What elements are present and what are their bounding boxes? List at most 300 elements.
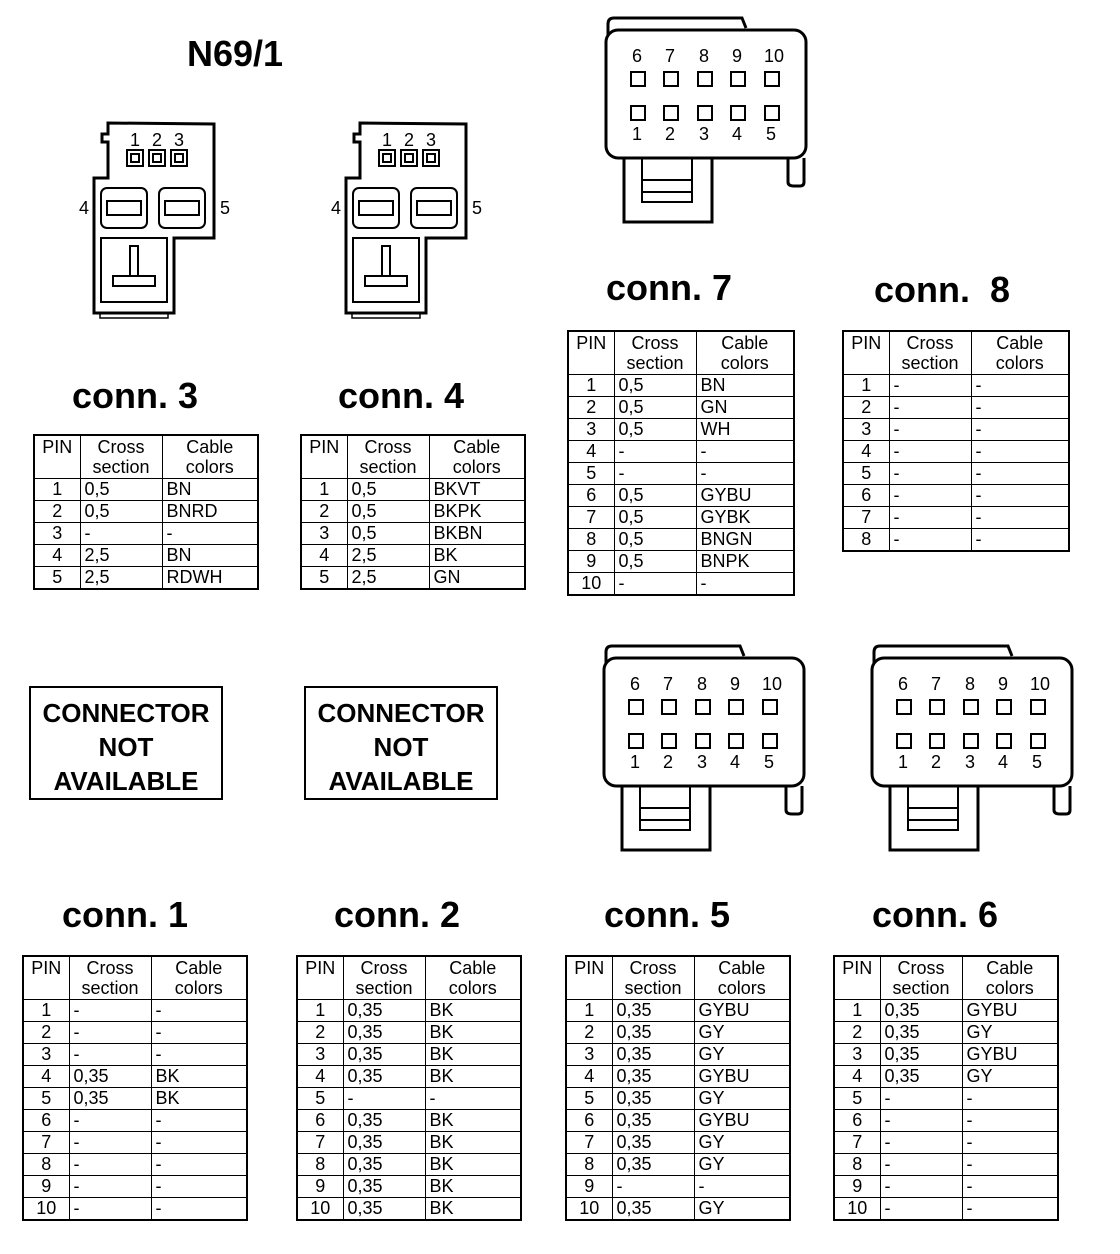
pin-label: 2 [665, 124, 676, 144]
pin-number: 1 [23, 1000, 69, 1022]
pin-number: 7 [566, 1132, 612, 1154]
cross-section-value: - [889, 397, 971, 419]
cross-section-value: 0,5 [347, 523, 429, 545]
col-header-pin: PIN [301, 435, 347, 479]
col-header-pin: PIN [297, 956, 343, 1000]
table-row [843, 485, 1069, 507]
cross-section-value: - [880, 1154, 962, 1176]
col-header-cable-colors [425, 956, 521, 1000]
conn1-title: conn. 1 [62, 894, 189, 935]
pin-label: 7 [663, 674, 674, 694]
table-header-row [23, 956, 247, 1000]
cross-section-value: 0,35 [880, 1000, 962, 1022]
pin-label: 1 [630, 752, 641, 772]
cross-section-value: 2,5 [347, 545, 429, 567]
pin-label: 3 [426, 130, 437, 150]
pin-number: 7 [843, 507, 889, 529]
pin-label: 8 [699, 46, 710, 66]
pin-label: 2 [663, 752, 674, 772]
pin-number: 2 [301, 501, 347, 523]
pin-number: 7 [834, 1132, 880, 1154]
pin-number: 6 [568, 485, 614, 507]
cross-section-value: - [889, 529, 971, 552]
col-header-cable-colors [429, 435, 525, 479]
pin-number: 3 [23, 1044, 69, 1066]
table-row [34, 545, 258, 567]
conn2-title: conn. 2 [334, 894, 461, 935]
table-row [297, 1154, 521, 1176]
pin-number: 1 [297, 1000, 343, 1022]
conn7-pin-table [567, 330, 795, 596]
cross-section-value: - [889, 441, 971, 463]
conn1-pin-table [22, 955, 248, 1221]
cable-color-value: - [971, 507, 1069, 529]
not-available-line: NOT [373, 732, 429, 762]
col-header-cable-colors [151, 956, 247, 1000]
cross-section-value: - [69, 1176, 151, 1198]
table-row [23, 1066, 247, 1088]
table-row [834, 1198, 1058, 1221]
table-row [23, 1088, 247, 1110]
header-word: section [355, 978, 413, 998]
table-row [834, 1000, 1058, 1022]
cross-section-value: 0,5 [347, 501, 429, 523]
cable-color-value: - [151, 1110, 247, 1132]
cross-section-value: - [69, 1198, 151, 1221]
pin-label: 3 [699, 124, 710, 144]
cross-section-value: 2,5 [347, 567, 429, 590]
table-row [297, 1088, 521, 1110]
pin-number: 4 [34, 545, 80, 567]
col-header-cross-section [80, 435, 162, 479]
header-word: section [892, 978, 950, 998]
cable-color-value: - [151, 1198, 247, 1221]
cable-color-value: GY [694, 1154, 790, 1176]
cross-section-value: - [889, 485, 971, 507]
cable-color-value: BK [425, 1154, 521, 1176]
pin-number: 5 [834, 1088, 880, 1110]
cross-section-value: 0,35 [343, 1110, 425, 1132]
pin-label: 9 [732, 46, 743, 66]
table-row [834, 1154, 1058, 1176]
table-row [297, 1132, 521, 1154]
cross-section-value: - [69, 1110, 151, 1132]
cable-color-value: BK [425, 1022, 521, 1044]
table-row [566, 1132, 790, 1154]
header-word: Cross [906, 333, 954, 353]
connector-not-available-box [29, 686, 223, 800]
pin-number: 8 [843, 529, 889, 552]
header-word: Cross [897, 958, 945, 978]
pin-number: 4 [23, 1066, 69, 1088]
pin-number: 6 [566, 1110, 612, 1132]
table-row [23, 1000, 247, 1022]
pin-number: 8 [568, 529, 614, 551]
pin-label: 5 [1032, 752, 1043, 772]
cross-section-value: 0,5 [614, 375, 696, 397]
table-row [843, 441, 1069, 463]
table-row [297, 1000, 521, 1022]
cross-section-value: - [69, 1000, 151, 1022]
cross-section-value: - [69, 1022, 151, 1044]
pin-number: 8 [566, 1154, 612, 1176]
pin-label: 4 [730, 752, 741, 772]
table-row [843, 419, 1069, 441]
table-row [23, 1198, 247, 1221]
cross-section-value: - [80, 523, 162, 545]
pin-number: 6 [23, 1110, 69, 1132]
table-row [834, 1176, 1058, 1198]
pin-label: 5 [766, 124, 777, 144]
cross-section-value: 0,35 [612, 1066, 694, 1088]
pin-number: 4 [843, 441, 889, 463]
col-header-cable-colors [162, 435, 258, 479]
cross-section-value: 0,35 [612, 1022, 694, 1044]
pin-number: 7 [297, 1132, 343, 1154]
header-word: Cable [449, 958, 497, 978]
pin-number: 4 [834, 1066, 880, 1088]
cross-section-value: 0,5 [80, 479, 162, 501]
header-word: section [624, 978, 682, 998]
table-row [23, 1044, 247, 1066]
pin-label: 10 [764, 46, 785, 66]
cable-color-value: GYBU [962, 1000, 1058, 1022]
header-word: colors [720, 353, 769, 373]
cross-section-value: 0,35 [612, 1198, 694, 1221]
cross-section-value: 0,35 [612, 1132, 694, 1154]
pin-number: 3 [843, 419, 889, 441]
table-row [566, 1198, 790, 1221]
cross-section-value: 0,35 [343, 1176, 425, 1198]
pin-label: 4 [331, 198, 342, 218]
cable-color-value: - [425, 1088, 521, 1110]
pin-number: 10 [568, 573, 614, 596]
not-available-line: AVAILABLE [328, 766, 474, 796]
table-row [834, 1066, 1058, 1088]
cable-color-value: GN [429, 567, 525, 590]
pin-label: 3 [174, 130, 185, 150]
cable-color-value: - [151, 1000, 247, 1022]
cross-section-value: 2,5 [80, 567, 162, 590]
table-header-row [34, 435, 258, 479]
header-word: colors [985, 978, 1034, 998]
cross-section-value: 0,35 [343, 1198, 425, 1221]
col-header-cross-section [343, 956, 425, 1000]
pin-number: 1 [568, 375, 614, 397]
conn8-pin-table [842, 330, 1070, 552]
header-word: colors [448, 978, 497, 998]
cross-section-value: 0,35 [343, 1066, 425, 1088]
pin-number: 10 [566, 1198, 612, 1221]
pin-number: 9 [834, 1176, 880, 1198]
cross-section-value: 0,5 [614, 397, 696, 419]
cross-section-value: - [880, 1198, 962, 1221]
cross-section-value: - [612, 1176, 694, 1198]
table-row [566, 1110, 790, 1132]
connector-diagram-5pin-a [78, 118, 238, 318]
cable-color-value: GYBU [694, 1066, 790, 1088]
table-row [23, 1176, 247, 1198]
col-header-cross-section [889, 331, 971, 375]
cable-color-value: BNPK [696, 551, 794, 573]
cable-color-value: RDWH [162, 567, 258, 590]
table-row [568, 375, 794, 397]
table-row [568, 463, 794, 485]
pin-label: 10 [1030, 674, 1051, 694]
conn4-title: conn. 4 [338, 375, 465, 416]
cross-section-value: 0,35 [343, 1044, 425, 1066]
pin-number: 9 [566, 1176, 612, 1198]
table-row [568, 397, 794, 419]
pin-number: 2 [834, 1022, 880, 1044]
pin-number: 5 [297, 1088, 343, 1110]
cable-color-value: BKPK [429, 501, 525, 523]
cable-color-value: GN [696, 397, 794, 419]
pin-number: 5 [568, 463, 614, 485]
header-word: Cross [629, 958, 677, 978]
pin-number: 5 [34, 567, 80, 590]
pin-number: 7 [568, 507, 614, 529]
header-word: Cable [186, 437, 234, 457]
cross-section-value: 0,35 [880, 1044, 962, 1066]
table-row [843, 507, 1069, 529]
header-word: colors [452, 457, 501, 477]
cross-section-value: 0,35 [612, 1088, 694, 1110]
cable-color-value: BK [425, 1198, 521, 1221]
conn5-title: conn. 5 [604, 894, 731, 935]
col-header-cable-colors [696, 331, 794, 375]
cross-section-value: - [889, 463, 971, 485]
pin-label: 1 [898, 752, 909, 772]
cross-section-value: - [69, 1154, 151, 1176]
pin-number: 10 [23, 1198, 69, 1221]
cable-color-value: GYBU [962, 1044, 1058, 1066]
cable-color-value: - [962, 1110, 1058, 1132]
cross-section-value: 0,35 [343, 1154, 425, 1176]
pin-label: 2 [931, 752, 942, 772]
cable-color-value: BKVT [429, 479, 525, 501]
header-word: Cable [718, 958, 766, 978]
pin-number: 5 [301, 567, 347, 590]
cross-section-value: - [614, 463, 696, 485]
header-word: Cable [986, 958, 1034, 978]
header-word: colors [185, 457, 234, 477]
cable-color-value: - [696, 573, 794, 596]
pin-number: 4 [301, 545, 347, 567]
table-row [566, 1176, 790, 1198]
pin-label: 3 [697, 752, 708, 772]
cross-section-value: 0,5 [614, 485, 696, 507]
pin-number: 5 [566, 1088, 612, 1110]
pin-number: 4 [568, 441, 614, 463]
table-row [834, 1110, 1058, 1132]
cable-color-value: - [162, 523, 258, 545]
cable-color-value: - [696, 463, 794, 485]
pin-number: 8 [834, 1154, 880, 1176]
not-available-line: NOT [98, 732, 154, 762]
pin-number: 1 [301, 479, 347, 501]
cable-color-value: BK [429, 545, 525, 567]
pin-number: 2 [566, 1022, 612, 1044]
table-header-row [834, 956, 1058, 1000]
conn4-pin-table [300, 434, 526, 590]
pin-label: 3 [965, 752, 976, 772]
cross-section-value: - [889, 507, 971, 529]
col-header-pin: PIN [23, 956, 69, 1000]
pin-label: 6 [632, 46, 643, 66]
pin-label: 4 [998, 752, 1009, 772]
col-header-pin: PIN [566, 956, 612, 1000]
cross-section-value: 2,5 [80, 545, 162, 567]
cable-color-value: GYBU [694, 1000, 790, 1022]
cable-color-value: BK [425, 1066, 521, 1088]
conn2-pin-table [296, 955, 522, 1221]
cable-color-value: BN [162, 545, 258, 567]
cable-color-value: BK [425, 1132, 521, 1154]
table-row [297, 1066, 521, 1088]
cable-color-value: GY [694, 1132, 790, 1154]
col-header-pin: PIN [568, 331, 614, 375]
table-row [23, 1154, 247, 1176]
pin-label: 1 [632, 124, 643, 144]
table-row [23, 1022, 247, 1044]
table-row [566, 1000, 790, 1022]
pin-label: 9 [998, 674, 1009, 694]
cross-section-value: 0,5 [614, 529, 696, 551]
cable-color-value: - [971, 529, 1069, 552]
cable-color-value: GY [962, 1022, 1058, 1044]
cable-color-value: - [962, 1198, 1058, 1221]
conn6-pin-table [833, 955, 1059, 1221]
col-header-pin: PIN [843, 331, 889, 375]
pin-number: 3 [568, 419, 614, 441]
pin-label: 2 [152, 130, 163, 150]
table-row [834, 1044, 1058, 1066]
pin-number: 2 [843, 397, 889, 419]
cable-color-value: GYBU [696, 485, 794, 507]
cable-color-value: GY [694, 1088, 790, 1110]
pin-label: 5 [220, 198, 231, 218]
cable-color-value: GYBK [696, 507, 794, 529]
conn7-title: conn. 7 [606, 267, 733, 308]
cable-color-value: BKBN [429, 523, 525, 545]
pin-label: 1 [382, 130, 393, 150]
cable-color-value: - [971, 375, 1069, 397]
connector-not-available-box [304, 686, 498, 800]
cross-section-value: 0,5 [614, 507, 696, 529]
table-header-row [566, 956, 790, 1000]
header-word: Cross [364, 437, 412, 457]
table-row [566, 1154, 790, 1176]
cable-color-value: - [971, 463, 1069, 485]
cross-section-value: 0,35 [612, 1000, 694, 1022]
col-header-pin: PIN [34, 435, 80, 479]
cross-section-value: 0,35 [612, 1110, 694, 1132]
header-word: colors [717, 978, 766, 998]
connector-diagram-5pin-b [330, 118, 490, 318]
table-row [34, 567, 258, 590]
col-header-cable-colors [694, 956, 790, 1000]
not-available-line: CONNECTOR [317, 698, 485, 728]
pin-number: 6 [297, 1110, 343, 1132]
conn8-title: conn. 8 [874, 269, 1011, 310]
table-row [34, 523, 258, 545]
conn6-title: conn. 6 [872, 894, 999, 935]
cable-color-value: - [696, 441, 794, 463]
pin-label: 1 [130, 130, 141, 150]
pin-number: 2 [297, 1022, 343, 1044]
cable-color-value: BK [425, 1000, 521, 1022]
cable-color-value: BNRD [162, 501, 258, 523]
cable-color-value: BK [425, 1176, 521, 1198]
header-word: colors [995, 353, 1044, 373]
pin-number: 4 [297, 1066, 343, 1088]
cable-color-value: BK [425, 1044, 521, 1066]
cable-color-value: - [151, 1132, 247, 1154]
pin-label: 8 [697, 674, 708, 694]
header-word: colors [174, 978, 223, 998]
cross-section-value: - [880, 1088, 962, 1110]
page-title: N69/1 [187, 33, 284, 74]
cable-color-value: - [151, 1022, 247, 1044]
pin-number: 9 [297, 1176, 343, 1198]
cross-section-value: 0,5 [80, 501, 162, 523]
pin-number: 3 [297, 1044, 343, 1066]
pin-label: 4 [79, 198, 90, 218]
cable-color-value: - [971, 397, 1069, 419]
cross-section-value: 0,35 [343, 1132, 425, 1154]
cross-section-value: 0,35 [880, 1022, 962, 1044]
cross-section-value: 0,35 [343, 1000, 425, 1022]
table-row [34, 479, 258, 501]
cross-section-value: 0,5 [614, 419, 696, 441]
cable-color-value: GY [694, 1022, 790, 1044]
table-row [568, 529, 794, 551]
cable-color-value: - [971, 485, 1069, 507]
cross-section-value: - [880, 1132, 962, 1154]
conn5-pin-table [565, 955, 791, 1221]
cross-section-value: - [889, 419, 971, 441]
cross-section-value: 0,35 [612, 1154, 694, 1176]
cable-color-value: - [971, 419, 1069, 441]
pin-number: 6 [843, 485, 889, 507]
header-word: Cross [360, 958, 408, 978]
conn3-pin-table [33, 434, 259, 590]
pin-number: 6 [834, 1110, 880, 1132]
header-word: section [81, 978, 139, 998]
pin-number: 5 [23, 1088, 69, 1110]
table-row [568, 573, 794, 596]
table-row [566, 1022, 790, 1044]
table-row [297, 1176, 521, 1198]
cross-section-value: 0,35 [69, 1088, 151, 1110]
cross-section-value: - [614, 573, 696, 596]
table-row [843, 397, 1069, 419]
table-row [297, 1022, 521, 1044]
col-header-cable-colors [971, 331, 1069, 375]
header-word: section [626, 353, 684, 373]
col-header-cross-section [612, 956, 694, 1000]
pin-number: 9 [568, 551, 614, 573]
cross-section-value: - [880, 1110, 962, 1132]
table-row [23, 1110, 247, 1132]
table-row [834, 1132, 1058, 1154]
table-row [834, 1022, 1058, 1044]
header-word: Cross [97, 437, 145, 457]
cable-color-value: GY [694, 1198, 790, 1221]
cross-section-value: 0,5 [614, 551, 696, 573]
connector-diagram-10pin-top [600, 14, 810, 226]
